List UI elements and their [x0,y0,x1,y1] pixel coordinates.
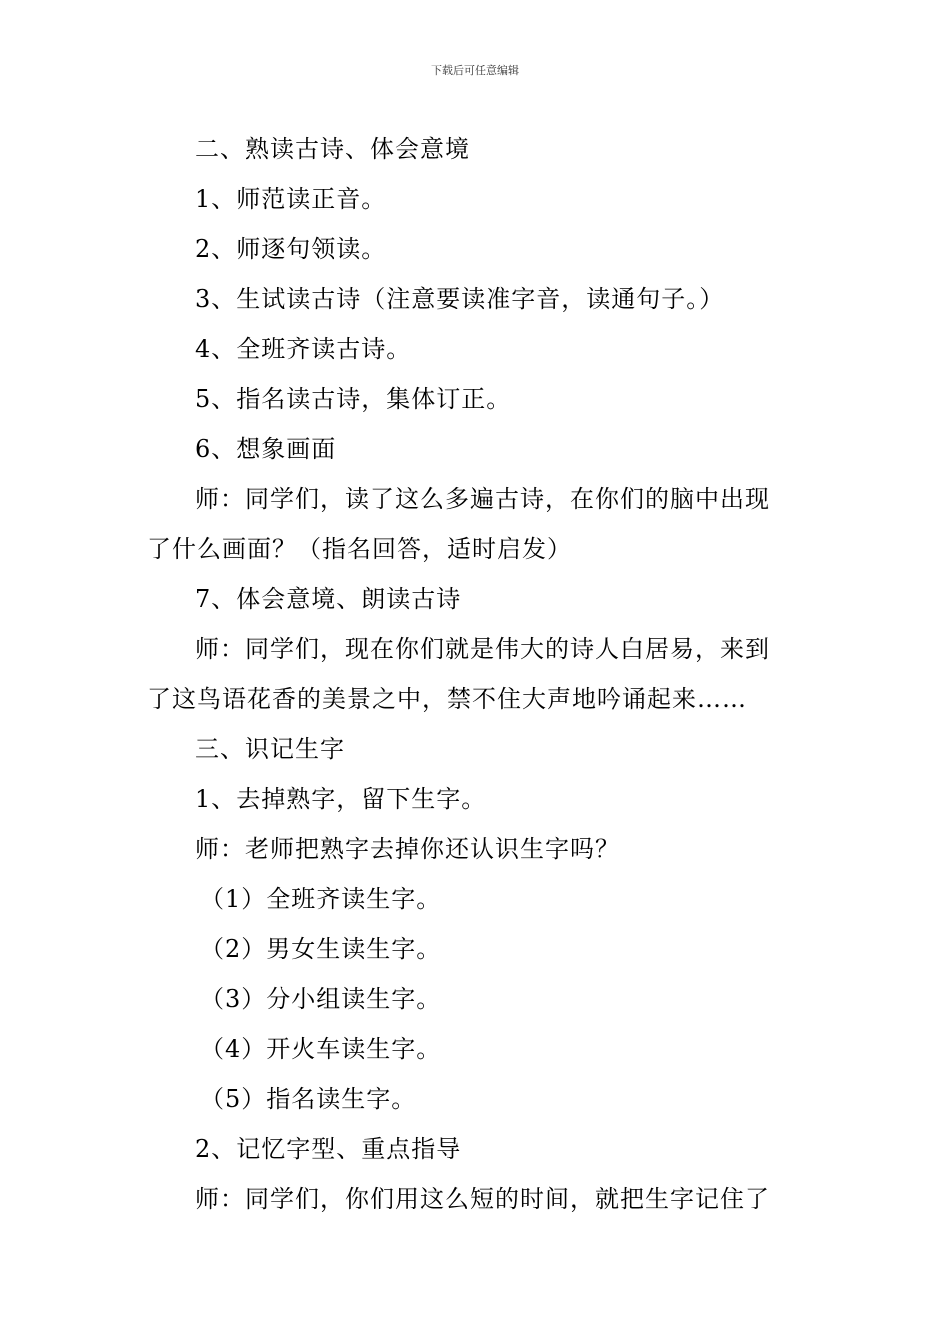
sub-list-item: （4）开火车读生字。 [200,1035,442,1063]
list-item: 1、去掉熟字，留下生字。 [195,785,487,813]
list-item: 2、记忆字型、重点指导 [195,1135,462,1163]
list-item: 7、体会意境、朗读古诗 [195,585,462,613]
sub-list-item: （1）全班齐读生字。 [200,885,442,913]
page-header-note: 下载后可任意编辑 [431,64,519,77]
document-body [147,124,813,1224]
sub-list-item: （5）指名读生字。 [200,1085,417,1113]
paragraph-line: 了这鸟语花香的美景之中，禁不住大声地吟诵起来…… [147,685,747,713]
paragraph-line: 师：老师把熟字去掉你还认识生字吗？ [195,835,620,863]
sub-list-item: （2）男女生读生字。 [200,935,442,963]
paragraph-line: 师：同学们，现在你们就是伟大的诗人白居易，来到 [195,635,770,663]
list-item: 2、师逐句领读。 [195,235,387,263]
paragraph-line: 师：同学们，读了这么多遍古诗，在你们的脑中出现 [195,485,770,513]
list-item: 1、师范读正音。 [195,185,387,213]
list-item: 5、指名读古诗，集体订正。 [195,385,512,413]
paragraph-line: 师：同学们，你们用这么短的时间，就把生字记住了 [195,1185,770,1213]
list-item: 6、想象画面 [195,435,337,463]
section-heading: 三、识记生字 [195,735,345,763]
list-item: 3、生试读古诗（注意要读准字音，读通句子。） [195,285,725,313]
sub-list-item: （3）分小组读生字。 [200,985,442,1013]
list-item: 4、全班齐读古诗。 [195,335,412,363]
paragraph-line: 了什么画面？（指名回答，适时启发） [147,535,572,563]
section-heading: 二、熟读古诗、体会意境 [195,135,470,163]
